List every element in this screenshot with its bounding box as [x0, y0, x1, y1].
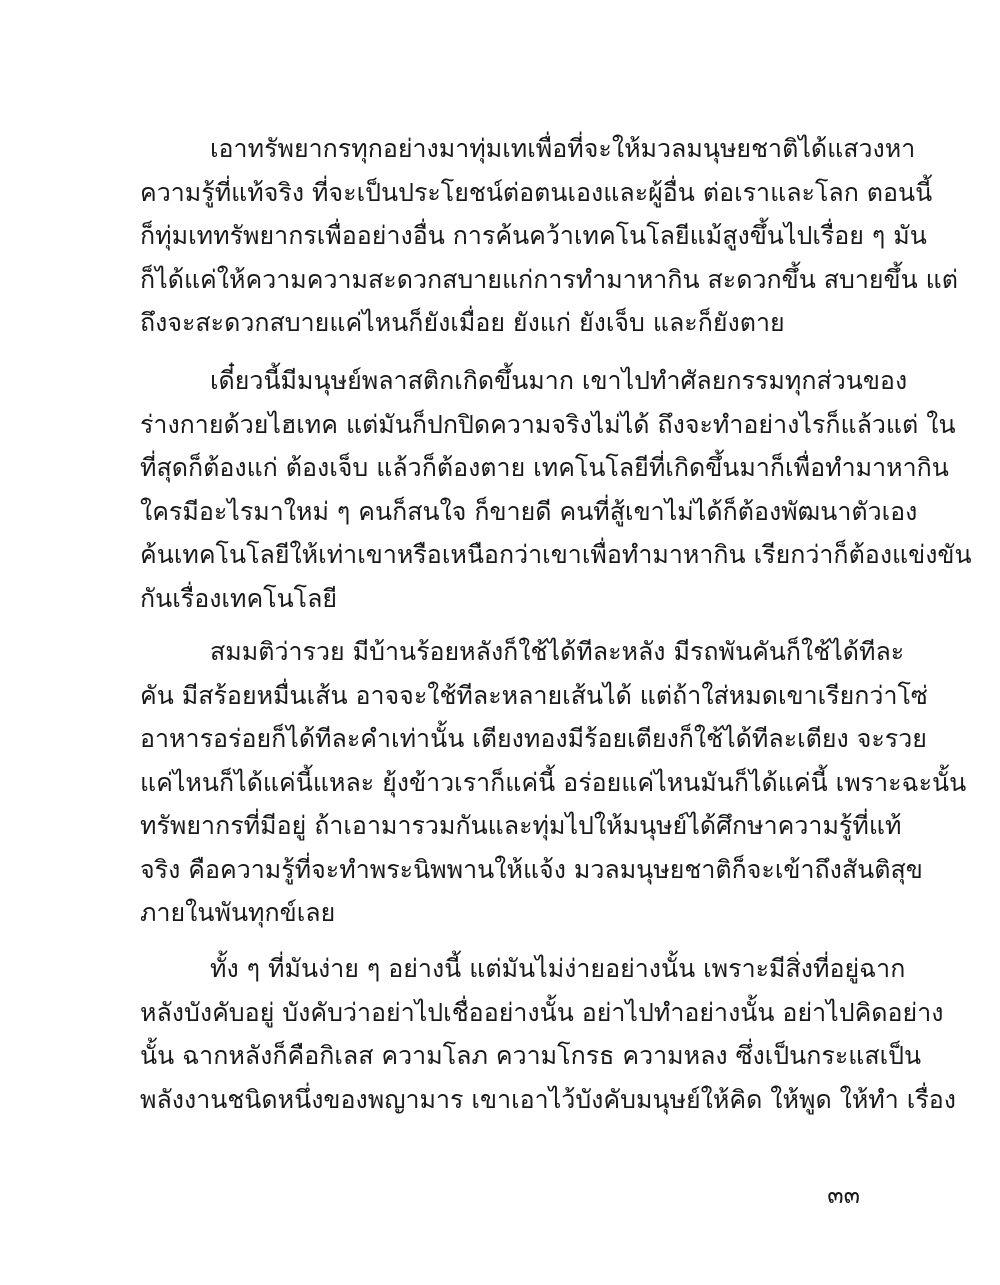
text-line: เดี๋ยวนี้มีมนุษย์พลาสติกเกิดขึ้นมาก เขาไปทำศัลยกรรมทุกส่วนของ — [210, 366, 908, 395]
text-line: ภายในพันทุกข์เลย — [140, 898, 336, 927]
text-line: หลังบังคับอยู่ บังคับว่าอย่าไปเชื่ออย่างนั้น อย่าไปทำอย่างนั้น อย่าไปคิดอย่าง — [140, 997, 944, 1027]
text-line: คัน มีสร้อยหมื่นเส้น อาจจะใช้ทีละหลายเส้นได้ แต่ถ้าใส่หมดเขาเรียกว่าโซ่ — [140, 680, 928, 710]
text-line: กันเรื่องเทคโนโลยี — [140, 583, 338, 613]
text-line: พลังงานชนิดหนึ่งของพญามาร เขาเอาไว้บังคับมนุษย์ให้คิด ให้พูด ให้ทำ เรื่อง — [140, 1084, 956, 1114]
text-line: ทั้ง ๆ ที่มันง่าย ๆ อย่างนี้ แต่มันไม่ง่ายอย่างนั้น เพราะมีสิ่งที่อยู่ฉาก — [210, 954, 906, 983]
paragraph-4 — [140, 947, 956, 1121]
text-line: ค้นเทคโนโลยีให้เท่าเขาหรือเหนือกว่าเขาเพื่อทำมาหากิน เรียกว่าก็ต้องแข่งขัน — [140, 540, 972, 569]
text-line: นั้น ฉากหลังก็คือกิเลส ความโลภ ความโกรธ ความหลง ซึ่งเป็นกระแสเป็น — [140, 1041, 922, 1070]
text-line: อาหารอร่อยก็ได้ทีละคำเท่านั้น เตียงทองมีร้อยเตียงก็ใช้ได้ทีละเตียง จะรวย — [140, 724, 927, 753]
paragraph-2 — [140, 359, 972, 620]
text-line: สมมติว่ารวย มีบ้านร้อยหลังก็ใช้ได้ทีละหลัง มีรถพันคันก็ใช้ได้ทีละ — [210, 637, 905, 666]
text-line: ที่สุดก็ต้องแก่ ต้องเจ็บ แล้วก็ต้องตาย เทคโนโลยีที่เกิดขึ้นมาก็เพื่อทำมาหากิน — [140, 453, 949, 482]
text-line: ก็ทุ่มเททรัพยากรเพื่ออย่างอื่น การค้นคว้าเทคโนโลยีแม้สูงขึ้นไปเรื่อย ๆ มัน — [140, 221, 927, 250]
paragraph-3 — [140, 630, 967, 935]
text-line: ความรู้ที่แท้จริง ที่จะเป็นประโยชน์ต่อตนเองและผู้อื่น ต่อเราและโลก ตอนนี้ — [140, 177, 933, 207]
text-line: ถึงจะสะดวกสบายแค่ไหนก็ยังเมื่อย ยังแก่ ยังเจ็บ และก็ยังตาย — [140, 308, 785, 337]
text-line: ทรัพยากรที่มีอยู่ ถ้าเอามารวมกันและทุ่มไปให้มนุษย์ได้ศึกษาความรู้ที่แท้ — [140, 811, 902, 840]
page-number: ๓๓ — [827, 1181, 860, 1209]
text-line: ใครมีอะไรมาใหม่ ๆ คนก็สนใจ ก็ขายดี คนที่สู้เขาไม่ได้ก็ต้องพัฒนาตัวเอง — [140, 496, 918, 526]
text-line: แค่ไหนก็ได้แค่นี้แหละ ยุ้งข้าวเราก็แค่นี้ อร่อยแค่ไหนมันก็ได้แค่นี้ เพราะฉะนั้น — [140, 767, 967, 797]
paragraph-1 — [140, 127, 959, 345]
text-line: ร่างกายด้วยไฮเทค แต่มันก็ปกปิดความจริงไม่ได้ ถึงจะทำอย่างไรก็แล้วแต่ ใน — [140, 409, 956, 439]
text-line: จริง คือความรู้ที่จะทำพระนิพพานให้แจ้ง มวลมนุษยชาติก็จะเข้าถึงสันติสุข — [140, 854, 923, 884]
text-line: ก็ได้แค่ให้ความความสะดวกสบายแก่การทำมาหากิน สะดวกขึ้น สบายขึ้น แต่ — [140, 264, 959, 294]
text-line: เอาทรัพยากรทุกอย่างมาทุ่มเทเพื่อที่จะให้มวลมนุษยชาติได้แสวงหา — [210, 134, 916, 163]
